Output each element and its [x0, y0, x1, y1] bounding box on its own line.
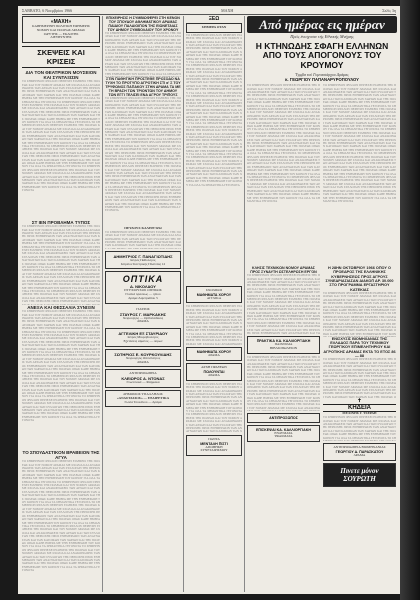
- ad-line: ΣΧΟΛΙΚΟΙ: [205, 287, 223, 292]
- article-body: ΤΟ ΣΗΜΕΡΙΝΟΝ ΦΥΛΛΟΝ ΠΕΡΙΕΧΕΙ ΕΙΔΗΣΕΙΣ ΤΗΣ ΠΟΛΕΩΣ ΚΑΙ ΤΟΥ ΝΟΜΟΥ ΔΡΑΜΑΣ ΜΕ ΣΧΟΛΙΑ ΚΑΙ ΑΝΑΚΟΙΝΩΣΕΙΣ ΤΩΝ ΑΡΧΩΝ ΚΑΙ ΤΩΝ ΣΥΛΛΟΓΩΝ ΤΗΣ ΠΕΡΙΟΧΗΣ ΠΡΟΣ ΕΝΗΜΕΡΩΣΙΝ ΤΩΝ ΑΝΑΓΝΩΣΤΩΝ ΚΑΙ ΤΩΝ ΚΑΤΟΙΚΩΝ ΤΩΝ ΧΩΡΙΩΝ ΚΑΙ ΤΗΣ ΠΟΛΕΩΣ ΟΠΩΣ ΚΑΘΕ ΗΜΕΡΑ ΜΕ ΤΗΝ ΕΝΗΜΕΡΩΣΗ ΤΟΥ ΚΟΙΝΟΥ ΓΙΑ ΟΛΑ ΤΑ ΣΗΜΑΝΤΙΚΑ ΓΕΓΟΝΟΤΑ ΤΟ ΣΗΜΕΡΙΝΟΝ ΦΥΛΛΟΝ ΠΕΡΙΕΧΕΙ ΕΙΔΗΣΕΙΣ ΤΗΣ ΠΟΛΕΩ: [323, 416, 396, 442]
- ad-title: ΠΩΛΟΥΝΤΑΙ: [203, 369, 225, 374]
- ad-line: ΠΤΥΧΙΟΥΧΟΣ ΟΠΤΙΚΟΣ: [124, 288, 162, 293]
- column-4: [247, 16, 397, 592]
- article-body: ΤΟ ΣΗΜΕΡΙΝΟΝ ΦΥΛΛΟΝ ΠΕΡΙΕΧΕΙ ΕΙΔΗΣΕΙΣ ΤΗΣ ΠΟΛΕΩΣ ΚΑΙ ΤΟΥ ΝΟΜΟΥ ΔΡΑΜΑΣ ΜΕ ΣΧΟΛΙΑ ΚΑΙ ΑΝΑΚΟΙΝΩΣΕΙΣ ΤΩΝ ΑΡΧΩΝ ΚΑΙ ΤΩΝ ΣΥΛΛΟΓΩΝ ΤΗΣ ΠΕΡΙΟΧΗΣ ΠΡΟΣ ΕΝΗΜΕΡΩΣΙΝ ΤΩΝ ΑΝΑΓΝΩΣΤΩΝ ΚΑΙ ΤΩΝ ΚΑΤΟΙΚΩΝ ΤΩΝ ΧΩΡΙΩΝ ΚΑΙ ΤΗΣ ΠΟΛΕΩΣ ΟΠΩΣ ΚΑΘΕ ΗΜΕΡΑ ΜΕ ΤΗΝ ΕΝΗΜΕΡΩΣΗ ΤΟΥ ΚΟΙΝΟΥ ΓΙΑ ΟΛΑ ΤΑ ΣΗΜΑΝΤΙΚΑ ΓΕΓΟΝΟΤΑ ΤΟ ΣΗΜΕΡΙΝΟΝ ΦΥΛΛΟΝ ΠΕΡΙΕΧΕΙ ΕΙΔΗΣΕΙΣ ΤΗΣ ΠΟΛΕΩΣ ΚΑΙ ΤΟΥ ΝΟΜΟΥ ΔΡΑΜΑΣ ΜΕ ΣΧΟΛΙΑ ΚΑΙ ΑΝΑΚΟΙΝΩΣΕΙΣ ΤΩΝ ΑΡΧΩΝ ΚΑΙ ΤΩΝ ΣΥΛΛΟΓΩΝ ΤΗΣ ΠΕΡΙΟΧΗΣ ΠΡΟΣ ΕΝΗΜΕΡΩΣΙΝ ΤΩΝ ΑΝΑΓΝΩΣΤΩΝ ΚΑΙ ΤΩΝ ΚΑΤΟΙΚΩΝ ΤΩΝ ΧΩΡΙΩΝ ΚΑΙ ΤΗΣ ΠΟΛΕΩΣ ΟΠΩΣ ΚΑΘΕ ΗΜΕΡΑ ΜΕ ΤΗΝ ΕΝΗΜΕΡΩΣΗ ΤΟΥ ΚΟΙΝΟΥ ΓΙΑ ΟΛΑ ΤΑ ΣΗΜΑΝΤΙΚΑ ΓΕΓΟΝΟΤΑ ΤΟ ΣΗΜΕΡΙΝΟΝ ΦΥΛΛΟΝ ΠΕΡΙΕΧΕΙ ΕΙΔΗΣΕΙΣ ΤΗΣ ΠΟΛΕΩΣ ΚΑΙ ΤΟΥ ΝΟΜΟΥ ΔΡΑΜΑΣ ΜΕ ΣΧΟΛΙΑ ΚΑΙ ΑΝΑΚΟΙΝΩΣΕΙΣ ΤΩΝ ΑΡΧΩΝ ΚΑΙ ΤΩΝ ΣΥΛΛΟΓΩΝ ΤΗΣ ΠΕΡΙΟΧΗΣ ΠΡΟΣ ΕΝΗΜΕΡΩΣΙΝ ΤΩΝ ΑΝΑΓΝΩΣΤΩΝ ΚΑΙ ΤΩΝ ΚΑΤΟΙΚΩΝ ΤΩΝ ΧΩΡΙΩΝ ΚΑΙ ΤΗΣ ΠΟΛΕΩΣ ΟΠΩΣ ΚΑΘΕ ΗΜΕΡΑ ΜΕ ΤΗΝ ΕΝΗΜΕΡΩΣΗ ΤΟΥ ΚΟΙΝΟΥ ΓΙΑ ΟΛΑ ΤΑ ΣΗΜΑΝΤΙΚΑ ΓΕΓΟΝΟΤΑ ΤΟ ΣΗΜΕΡΙΝΟΝ ΦΥΛΛΟΝ ΠΕΡΙΕΧΕΙ ΕΙΔΗΣΕΙΣ ΤΗΣ ΠΟΛΕΩΣ ΚΑΙ ΤΟΥ ΝΟΜΟΥ ΔΡΑΜΑΣ ΜΕ ΣΧΟΛΙΑ ΚΑΙ ΑΝΑΚΟΙΝΩΣΕΙΣ ΤΩΝ ΑΡΧΩΝ ΚΑΙ ΤΩΝ ΣΥΛΛΟΓΩΝ ΤΗΣ ΠΕΡΙΟΧΗΣ ΠΡΟΣ ΕΝΗΜΕΡΩΣΙΝ ΤΩΝ ΑΝΑΓΝΩΣΤΩΝ ΚΑΙ ΤΩΝ ΚΑΤΟΙΚΩΝ ΤΩΝ ΧΩΡΙΩΝ ΚΑΙ ΤΗΣ ΠΟΛΕΩΣ ΟΠΩΣ ΚΑΘΕ ΗΜΕΡΑ ΜΕ ΤΗΝ ΕΝΗΜΕΡΩΣΗ ΤΟΥ ΚΟΙΝΟΥ ΓΙΑ ΟΛΑ ΤΑ ΣΗΜΑΝΤΙΚΑ ΓΕΓΟΝΟΤΑ ΤΟ ΣΗΜΕΡΙΝΟΝ ΦΥΛΛΟΝ ΠΕΡΙΕΧΕΙ ΕΙΔΗΣΕΙΣ ΤΗΣ ΠΟΛΕΩΣ ΚΑΙ ΤΟΥ ΝΟΜΟΥ ΔΡΑΜΑΣ ΜΕ ΣΧΟΛΙΑ ΚΑΙ ΑΝΑΚΟΙΝΩΣΕΙΣ ΤΩΝ ΑΡΧΩΝ ΚΑΙ ΤΩΝ ΣΥΛΛΟΓΩΝ ΤΗΣ ΠΕΡΙΟΧΗΣ ΠΡΟΣ ΕΝΗΜΕΡΩΣΙΝ ΤΩΝ ΑΝΑΓΝΩΣΤΩΝ ΚΑΙ ΤΩΝ ΚΑΤΟΙΚΩΝ ΤΩΝ ΧΩΡΙΩΝ ΚΑΙ ΤΗΣ ΠΟΛΕΩΣ ΟΠΩΣ ΚΑΘΕ ΗΜΕΡΑ ΜΕ ΤΗΝ ΕΝΗΜΕΡΩΣΗ ΤΟΥ ΚΟΙΝΟΥ ΓΙΑ ΟΛΑ ΤΑ ΣΗΜΑΝΤΙΚΑ ΓΕΓΟΝΟΤΑ: [22, 310, 100, 423]
- ad-line: Ιατρείον Κεντρικής Πλατείας 12: [120, 261, 166, 266]
- ad-line: ΔΡΑΜΑ: [137, 359, 149, 364]
- article-headline: ΔΙΑ ΤΟΝ ΘΕΑΤΡΙΚΟΝ ΜΟΥΣΕΙΟΝ ΚΑΙ ΣΥΝΤΑΞΙΣΙΝ: [25, 70, 97, 81]
- advertisement: [186, 363, 242, 381]
- header-date: ΣΑΒΒΑΤΟ, 6 Νοεμβρίου 1966: [22, 8, 73, 13]
- ad-title: ΣΤΑΥΡΟΣ Γ. ΜΑΡΚΑΚΗΣ: [119, 311, 167, 317]
- advertisement: [105, 349, 181, 368]
- article-headline: ΚΛΗΣΙΣ ΤΕΧΝΙΚΩΝ ΝΟΜΟΥ ΔΡΑΜΑΣ ΠΡΟΣ ΣΥΝΑΥΤΗ ΩΣΤΕΛΗΡΩΣΗ ΕΡΓΟΝ: [250, 266, 317, 275]
- page-header: [22, 8, 396, 15]
- advertisement: [186, 286, 242, 304]
- ad-line: Δράμα Λαμπριάδου 5: [128, 295, 158, 300]
- ad-line: ΔΡΑΜΑ: [208, 372, 220, 377]
- article-headline: ΕΝΙΣΧΥΣΙΣ ΒΙΟΜΗΧΑΝΙΑΣ ΤΗΣ ΕΛΛΑΔΟΣ ΠΑΡΑ ΤΟΥ ΤΕΧΝΙΚΟΥ ΓΕΩΡΓΙΚΟΥ ΕΠΙΜΕΛΗΤΗΡΙΟΥ ΚΑΙ ΑΓΡΟΤΙΚΗΣ ΔΡΑΜΑΣ ΕΚΤΑ ΤΟ ΕΤΟΣ 86 — 88: [323, 336, 396, 359]
- column-rule: [183, 16, 184, 592]
- feature-subtitle: Πρός ένισχυσιν τής Εθνικής Μνήμης: [290, 34, 354, 39]
- column-rule: [102, 16, 103, 592]
- ad-line: ΔΡΑΜΑ: [353, 452, 366, 457]
- notice-box: [186, 23, 242, 33]
- lower-right: [323, 266, 396, 489]
- advertisement: [186, 347, 242, 361]
- ad-line: ΑΝΤΙΠΡΟΣΩΠΕΙΑ ΒΙΟΜΗΧΑΝΙΑΣ: [333, 445, 386, 450]
- ad-line: ΑΠΟΘΗΚΗ: [205, 444, 223, 449]
- feature-byline: Ύρμβα τού Γυμνασιάρχου Δράμας: [295, 72, 349, 78]
- ad-title: ΣΩΤΗΡΙΟΣ Ε. ΚΟΥΡΚΟΥΛΙΔΗΣ: [114, 351, 172, 357]
- header-paper-name: ΜΑΧΗ: [221, 8, 234, 13]
- ad-line: ΔΡΑΜΑ: [137, 319, 149, 324]
- lower-left: [247, 266, 320, 489]
- article-body: ΤΟ ΣΗΜΕΡΙΝΟΝ ΦΥΛΛΟΝ ΠΕΡΙΕΧΕΙ ΕΙΔΗΣΕΙΣ ΤΗΣ ΠΟΛΕΩΣ ΚΑΙ ΤΟΥ ΝΟΜΟΥ ΔΡΑΜΑΣ ΜΕ ΣΧΟΛΙΑ ΚΑΙ ΑΝΑΚΟΙΝΩΣΕΙΣ ΤΩΝ ΑΡΧΩΝ ΚΑΙ ΤΩΝ ΣΥΛΛΟΓΩΝ ΤΗΣ ΠΕΡΙΟΧΗΣ ΠΡΟΣ ΕΝΗΜΕΡΩΣΙΝ ΤΩΝ ΑΝΑΓΝΩΣΤΩΝ ΚΑΙ ΤΩΝ ΚΑΤΟΙΚΩΝ ΤΩΝ ΧΩΡΙΩΝ ΚΑΙ ΤΗΣ ΠΟΛΕΩΣ ΟΠΩΣ ΚΑΘΕ ΗΜΕΡΑ ΜΕ ΤΗΝ ΕΝΗΜΕΡΩΣΗ ΤΟΥ ΚΟΙΝΟΥ ΓΙΑ ΟΛΑ ΤΑ ΣΗΜΑΝΤΙΚΑ ΓΕΓΟΝΟΤΑ ΤΟ ΣΗΜΕΡΙΝΟΝ ΦΥΛΛΟΝ ΠΕΡΙΕΧΕΙ ΕΙΔΗΣΕΙΣ ΤΗΣ ΠΟΛΕΩΣ ΚΑΙ ΤΟΥ ΝΟΜΟΥ ΔΡΑΜΑΣ ΜΕ ΣΧΟΛΙΑ ΚΑΙ ΑΝΑΚΟΙΝΩΣΕΙΣ ΤΩΝ ΑΡΧΩΝ ΚΑΙ ΤΩΝ ΣΥΛΛΟΓΩΝ ΤΗΣ ΠΕΡΙΟΧΗΣ ΠΡΟΣ ΕΝΗΜΕΡΩΣΙΝ ΤΩΝ ΑΝΑΓΝΩΣΤΩΝ ΚΑΙ ΤΩΝ ΚΑΤΟΙΚΩΝ ΤΩΝ ΧΩΡΙΩΝ ΚΑΙ ΤΗΣ ΠΟΛΕΩΣ ΟΠΩΣ ΚΑΘΕ ΗΜΕΡΑ ΜΕ ΤΗΝ ΕΝΗΜΕΡΩΣΗ ΤΟΥ ΚΟΙΝΟΥ ΓΙΑ ΟΛΑ ΤΑ ΣΗΜΑΝΤΙΚΑ ΓΕΓΟΝΟΤΑ ΤΟ ΣΗΜΕΡΙΝΟΝ ΦΥΛΛΟΝ ΠΕΡΙΕΧΕΙ ΕΙΔΗΣΕΙΣ ΤΗΣ ΠΟΛΕΩΣ ΚΑΙ ΤΟΥ ΝΟΜΟΥ ΔΡΑΜΑΣ ΜΕ ΣΧΟΛΙΑ ΚΑΙ ΑΝΑΚΟΙΝΩΣΕΙΣ ΤΩΝ ΑΡΧΩΝ ΚΑΙ ΤΩΝ ΣΥΛΛΟΓΩΝ ΤΗΣ ΠΕΡΙΟΧΗΣ ΠΡΟΣ ΕΝΗΜΕΡΩΣΙΝ ΤΩΝ ΑΝΑΓΝΩΣΤΩΝ ΚΑΙ ΤΩΝ ΚΑΤΟΙΚΩΝ ΤΩΝ ΧΩΡΙΩΝ ΚΑΙ ΤΗΣ ΠΟΛΕΩΣ ΟΠΩΣ ΚΑΘΕ ΗΜΕΡΑ ΜΕ ΤΗΝ ΕΝΗΜΕΡΩΣΗ ΤΟΥ ΚΟΙΝΟΥ ΓΙΑ ΟΛΑ ΤΑ ΣΗΜΑΝΤΙΚΑ ΓΕΓΟΝΟΤΑ ΤΟ ΣΗΜΕΡΙΝΟΝ ΦΥΛΛΟΝ ΠΕΡΙΕΧΕΙ ΕΙΔΗΣΕΙΣ ΤΗΣ ΠΟΛΕΩΣ ΚΑΙ ΤΟΥ ΝΟΜΟΥ ΔΡΑΜΑΣ ΜΕ ΣΧΟΛΙΑ ΚΑΙ ΑΝΑΚΟΙΝΩΣΕΙΣ ΤΩΝ ΑΡΧΩΝ ΚΑΙ ΤΩΝ ΣΥΛΛΟΓΩΝ ΤΗΣ ΠΕΡΙΟΧΗΣ ΠΡΟΣ ΕΝΗΜΕΡΩΣΙΝ ΤΩΝ ΑΝΑΓΝΩΣΤΩΝ ΚΑΙ ΤΩΝ ΚΑΤΟΙΚΩΝ ΤΩΝ ΧΩΡΙΩΝ ΚΑΙ ΤΗΣ ΠΟΛΕΩΣ ΟΠΩΣ ΚΑΘΕ ΗΜΕΡΑ ΜΕ ΤΗΝ ΕΝΗΜΕΡΩΣΗ ΤΟΥ ΚΟΙΝΟΥ ΓΙΑ ΟΛΑ ΤΑ ΣΗΜΑΝΤΙΚΑ ΓΕΓΟΝΟΤΑ ΤΟ ΣΗΜΕΡΙΝΟΝ ΦΥΛΛΟΝ ΠΕΡΙΕΧΕΙ ΕΙΔΗΣΕΙΣ ΤΗΣ ΠΟΛΕΩΣ ΚΑΙ ΤΟΥ ΝΟΜΟΥ ΔΡΑΜΑΣ ΜΕ ΣΧΟΛΙΑ ΚΑΙ ΑΝΑΚΟΙΝΩΣΕΙΣ ΤΩΝ ΑΡΧΩΝ ΚΑΙ ΤΩΝ ΣΥΛΛΟΓΩΝ ΤΗΣ ΠΕΡΙΟΧΗΣ ΠΡΟΣ ΕΝΗΜΕΡΩΣΙΝ ΤΩΝ ΑΝΑΓΝΩΣΤΩΝ ΚΑΙ ΤΩΝ ΚΑΤΟΙΚΩΝ ΤΩΝ ΧΩΡΙΩΝ ΚΑΙ ΤΗΣ ΠΟΛΕΩΣ ΟΠΩΣ ΚΑΘΕ ΗΜΕΡΑ ΜΕ ΤΗΝ ΕΝΗΜΕΡΩΣΗ ΤΟΥ ΚΟΙΝΟΥ ΓΙΑ ΟΛΑ ΤΑ ΣΗΜΑΝΤΙΚΑ ΓΕΓΟΝΟΤΑ: [22, 460, 100, 573]
- binding-edge: [400, 0, 420, 600]
- article-body: ΤΟ ΣΗΜΕΡΙΝΟΝ ΦΥΛΛΟΝ ΠΕΡΙΕΧΕΙ ΕΙΔΗΣΕΙΣ ΤΗΣ ΠΟΛΕΩΣ ΚΑΙ ΤΟΥ ΝΟΜΟΥ ΔΡΑΜΑΣ ΜΕ ΣΧΟΛΙΑ ΚΑΙ ΑΝΑΚΟΙΝΩΣΕΙΣ ΤΩΝ ΑΡΧΩΝ ΚΑΙ ΤΩΝ ΣΥΛΛΟΓΩΝ ΤΗΣ ΠΕΡΙΟΧΗΣ ΠΡΟΣ ΕΝΗΜΕΡΩΣΙΝ ΤΩΝ ΑΝΑΓΝΩΣΤΩΝ ΚΑΙ ΤΩΝ ΚΑΤΟΙΚΩΝ ΤΩΝ ΧΩΡΙΩΝ ΚΑΙ ΤΗΣ ΠΟΛΕΩΣ ΟΠΩΣ ΚΑΘΕ ΗΜΕΡΑ ΜΕ ΤΗΝ ΕΝΗΜΕΡΩΣΗ ΤΟΥ ΚΟΙΝΟΥ ΓΙΑ ΟΛΑ ΤΑ ΣΗΜΑΝΤΙΚΑ ΓΕΓΟΝΟΤΑ ΤΟ ΣΗΜΕΡΙΝΟΝ ΦΥΛΛΟΝ ΠΕΡΙΕΧΕΙ ΕΙΔΗΣΕΙΣ ΤΗΣ ΠΟΛΕΩΣ ΚΑΙ ΤΟΥ ΝΟΜΟΥ ΔΡΑΜΑΣ ΜΕ ΣΧΟΛΙΑ ΚΑΙ ΑΝΑΚΟΙΝΩΣΕΙΣ ΤΩΝ ΑΡΧΩΝ ΚΑΙ ΤΩΝ ΣΥΛΛΟΓΩΝ ΤΗΣ ΠΕΡΙΟΧΗΣ ΠΡΟΣ ΕΝΗΜΕΡΩΣΙΝ ΤΩΝ ΑΝΑΓΝΩΣΤΩΝ ΚΑΙ ΤΩΝ ΚΑΤΟΙΚΩΝ ΤΩΝ ΧΩΡΙΩΝ ΚΑΙ ΤΗΣ ΠΟΛΕΩΣ ΟΠΩΣ ΚΑΘΕ ΗΜΕΡΑ ΜΕ ΤΗΝ ΕΝΗΜΕΡΩΣΗ ΤΟΥ ΚΟΙΝΟΥ ΓΙΑ ΟΛΑ ΤΑ ΣΗΜΑΝΤΙΚΑ ΓΕΓΟΝΟΤΑ ΤΟ ΣΗΜΕΡΙΝΟΝ ΦΥΛΛΟΝ ΠΕΡΙΕΧΕΙ ΕΙΔΗΣΕΙΣ ΤΗΣ ΠΟΛΕΩΣ ΚΑΙ ΤΟΥ ΝΟΜΟΥ ΔΡΑΜΑΣ ΜΕ ΣΧΟΛΙΑ ΚΑΙ ΑΝΑΚΟΙΝΩΣΕΙΣ ΤΩΝ ΑΡΧΩΝ ΚΑΙ ΤΩΝ ΣΥΛΛΟΓΩΝ ΤΗΣ ΠΕΡΙΟΧΗΣ ΠΡΟΣ ΕΝΗΜΕΡΩΣΙΝ ΤΩΝ ΑΝΑΓΝΩΣΤΩΝ ΚΑΙ ΤΩΝ ΚΑΤΟΙΚΩΝ ΤΩΝ ΧΩΡΙΩΝ ΚΑΙ ΤΗΣ ΠΟΛΕΩΣ ΟΠΩΣ ΚΑΘΕ ΗΜΕΡΑ ΜΕ ΤΗΝ ΕΝΗΜΕΡΩΣΗ ΤΟΥ ΚΟΙΝΟΥ ΓΙΑ ΟΛΑ ΤΑ ΣΗΜΑΝΤΙΚΑ ΓΕΓΟΝΟΤΑ ΤΟ ΣΗΜΕΡΙΝΟΝ ΦΥΛΛΟΝ ΠΕΡΙΕΧΕΙ ΕΙΔΗΣΕΙΣ ΤΗΣ ΠΟΛΕΩΣ ΚΑΙ ΤΟΥ ΝΟΜΟΥ ΔΡΑΜΑΣ ΜΕ ΣΧΟΛΙΑ ΚΑΙ ΑΝΑΚΟΙΝΩΣΕΙΣ ΤΩΝ ΑΡΧΩΝ ΚΑΙ ΤΩΝ ΣΥΛΛΟΓΩΝ ΤΗΣ ΠΕΡΙΟΧΗΣ ΠΡΟΣ ΕΝΗΜΕΡΩΣΙΝ ΤΩΝ ΑΝΑΓΝΩΣΤΩΝ ΚΑΙ ΤΩΝ ΚΑΤΟΙΚΩΝ ΤΩΝ ΧΩΡΙΩΝ ΚΑΙ ΤΗΣ ΠΟΛΕΩΣ ΟΠΩΣ ΚΑΘΕ ΗΜΕΡΑ ΜΕ ΤΗΝ ΕΝΗΜΕΡΩΣΗ ΤΟΥ ΚΟΙΝΟΥ ΓΙΑ ΟΛΑ ΤΑ ΣΗΜΑΝΤΙΚΑ ΓΕΓΟΝΟΤΑ ΤΟ ΣΗΜΕΡΙΝΟΝ ΦΥΛΛΟΝ ΠΕΡΙΕΧΕΙ ΕΙΔΗΣΕΙΣ ΤΗΣ ΠΟΛΕΩΣ ΚΑΙ ΤΟΥ ΝΟΜΟΥ ΔΡΑΜΑΣ ΜΕ ΣΧΟΛΙΑ ΚΑΙ ΑΝΑΚΟΙΝΩΣΕΙΣ ΤΩΝ ΑΡΧΩΝ ΚΑΙ ΤΩΝ ΣΥΛΛΟΓΩΝ ΤΗΣ ΠΕΡΙΟΧΗΣ ΠΡΟΣ ΕΝΗΜΕΡΩΣΙΝ ΤΩΝ ΑΝΑΓΝΩΣΤΩΝ ΚΑΙ ΤΩΝ ΚΑΤΟΙΚΩΝ ΤΩΝ ΧΩΡΙΩΝ ΚΑΙ ΤΗΣ ΠΟΛΕΩΣ ΟΠΩΣ ΚΑΘΕ ΗΜΕΡΑ ΜΕ ΤΗΝ ΕΝΗΜΕΡΩΣΗ ΤΟΥ ΚΟΙΝΟΥ ΓΙΑ ΟΛΑ ΤΑ ΣΗΜΑΝΤΙΚΑ ΓΕΓΟΝΟΤΑ: [105, 97, 181, 213]
- ad-title: Δ. ΝΙΚΟΛΑΟΥ: [130, 284, 156, 290]
- notice-title: ΣΗΜΕΡΑ ΟΤΑΝ: [201, 25, 227, 29]
- article-body: ΤΟ ΣΗΜΕΡΙΝΟΝ ΦΥΛΛΟΝ ΠΕΡΙΕΧΕΙ ΕΙΔΗΣΕΙΣ ΤΗΣ ΠΟΛΕΩΣ ΚΑΙ ΤΟΥ ΝΟΜΟΥ ΔΡΑΜΑΣ ΜΕ ΣΧΟΛΙΑ ΚΑΙ ΑΝΑΚΟΙΝΩΣΕΙΣ ΤΩΝ ΑΡΧΩΝ ΚΑΙ ΤΩΝ ΣΥΛΛΟΓΩΝ ΤΗΣ ΠΕΡΙΟΧΗΣ ΠΡΟΣ ΕΝΗΜΕΡΩΣΙΝ ΤΩΝ ΑΝΑΓΝΩΣΤΩΝ ΚΑΙ ΤΩΝ ΚΑΤΟΙΚΩΝ ΤΩΝ ΧΩΡΙΩΝ ΚΑΙ ΤΗΣ ΠΟΛΕΩΣ ΟΠΩΣ ΚΑΘΕ ΗΜΕΡΑ ΜΕ ΤΗΝ ΕΝΗΜΕΡΩΣΗ ΤΟΥ ΚΟΙΝΟΥ ΓΙΑ ΟΛΑ ΤΑ ΣΗΜΑΝΤΙΚΑ ΓΕΓΟΝΟΤΑ ΤΟ ΣΗΜΕΡΙΝΟΝ ΦΥΛΛΟΝ ΠΕΡΙΕΧΕΙ ΕΙΔΗΣΕΙΣ ΤΗΣ ΠΟΛΕΩΣ ΚΑΙ ΤΟΥ ΝΟΜΟΥ ΔΡΑΜΑΣ ΜΕ ΣΧΟΛΙΑ ΚΑΙ ΑΝΑΚΟΙΝΩΣΕΙΣ ΤΩΝ ΑΡΧΩΝ ΚΑΙ ΤΩΝ ΣΥΛΛΟΓΩΝ ΤΗΣ ΠΕΡΙΟΧΗΣ ΠΡΟΣ ΕΝΗΜΕΡΩΣΙΝ ΤΩΝ ΑΝΑΓΝΩΣΤΩΝ ΚΑΙ ΤΩΝ ΚΑΤΟΙΚΩΝ ΤΩΝ ΧΩΡΙΩΝ ΚΑΙ ΤΗΣ ΠΟΛΕΩΣ ΟΠΩΣ ΚΑΘΕ ΗΜΕΡΑ ΜΕ ΤΗΝ ΕΝΗΜΕΡΩΣΗ ΤΟΥ ΚΟΙΝΟΥ ΓΙΑ ΟΛΑ ΤΑ ΣΗΜΑΝΤΙΚΑ ΓΕΓΟΝΟΤΑ ΤΟ ΣΗΜΕΡΙΝΟΝ ΦΥΛΛΟΝ ΠΕΡΙΕΧΕΙ ΕΙΔΗΣΕΙΣ ΤΗΣ ΠΟΛΕΩΣ ΚΑΙ ΤΟΥ ΝΟΜΟΥ ΔΡΑΜΑΣ ΜΕ ΣΧΟΛΙΑ ΚΑΙ ΑΝΑΚΟΙΝΩΣΕΙΣ ΤΩΝ ΑΡΧΩΝ ΚΑΙ ΤΩΝ ΣΥΛΛΟΓΩΝ ΤΗΣ ΠΕΡΙΟΧΗΣ ΠΡΟΣ ΕΝΗΜΕΡΩΣΙΝ ΤΩΝ ΑΝΑΓΝΩΣΤΩΝ ΚΑΙ ΤΩ: [247, 274, 320, 335]
- ad-title: ΕΠΙΣΚΕΨΑΙ ΚΑ. ΚΑΛΛΙΟΡΓΙΑΚΗ: [256, 427, 311, 432]
- advertisement: [247, 413, 320, 423]
- article-headline: ΑΝΕΞΑ ΚΑΙ ΘΕΣΣΑΛΙΑ ΣΥΝΙΞΙΝ: [27, 305, 95, 311]
- feature-headline: Η ΚΤΗΝΩΔΗΣ ΣΦΑΓΗ ΕΛΛΗΝΩΝ ΑΠΟ ΤΟΥΣ ΑΠΟΓΟΝΟΥΣ ΤΟΥ ΚΡΟΥΜΟΥ: [255, 40, 389, 70]
- masthead-line: ΙΔΡΥΤΗΣ — ΕΚΔΟΤΗΣ: [43, 31, 79, 36]
- ad-title: ΠΡΑΚΤΙΚΑ ΚΑ. ΚΑΛΛΙΟΡΓΙΑΚΗ: [256, 339, 311, 344]
- article-body: ΤΟ ΣΗΜΕΡΙΝΟΝ ΦΥΛΛΟΝ ΠΕΡΙΕΧΕΙ ΕΙΔΗΣΕΙΣ ΤΗΣ ΠΟΛΕΩΣ ΚΑΙ ΤΟΥ ΝΟΜΟΥ ΔΡΑΜΑΣ ΜΕ ΣΧΟΛΙΑ ΚΑΙ ΑΝΑΚΟΙΝΩΣΕΙΣ ΤΩΝ ΑΡΧΩΝ ΚΑΙ ΤΩΝ ΣΥΛΛΟΓΩΝ ΤΗΣ ΠΕΡΙΟΧΗΣ ΠΡΟΣ ΕΝΗΜΕΡΩΣΙΝ ΤΩΝ ΑΝΑΓΝΩΣΤΩΝ ΚΑΙ ΤΩΝ ΚΑΤΟΙΚΩΝ ΤΩΝ ΧΩΡΙΩΝ ΚΑΙ ΤΗΣ ΠΟΛΕΩΣ ΟΠΩ: [105, 230, 181, 248]
- column-3: [186, 16, 242, 592]
- column-masthead: ΞΕΩ: [208, 16, 220, 22]
- article-headline: ΤΩΝ ΕΓΓΙ ΤΕΛΙΣΕΙ ΕΝΑ ΑΓΡΟΥ ΤΡΙΠΟΥΣ: [108, 93, 178, 97]
- ad-title: ΑΝΤΙΠΡΟΣΩΠΟΣ: [269, 415, 298, 420]
- ad-line: Ιατρός Μικροβιολόγος: [127, 335, 159, 340]
- article-body: ΤΟ ΣΗΜΕΡΙΝΟΝ ΦΥΛΛΟΝ ΠΕΡΙΕΧΕΙ ΕΙΔΗΣΕΙΣ ΤΗΣ ΠΟΛΕΩΣ ΚΑΙ ΤΟΥ ΝΟΜΟΥ ΔΡΑΜΑΣ ΜΕ ΣΧΟΛΙΑ ΚΑΙ ΑΝΑΚΟΙΝΩΣΕΙΣ ΤΩΝ ΑΡΧΩΝ ΚΑΙ ΤΩΝ ΣΥΛΛΟΓΩΝ ΤΗΣ ΠΕΡΙΟΧΗΣ ΠΡΟΣ ΕΝΗΜΕΡΩΣΙΝ ΤΩΝ ΑΝΑΓΝΩΣΤΩΝ ΚΑΙ ΤΩΝ ΚΑΤΟΙΚΩΝ ΤΩΝ ΧΩΡΙΩΝ ΚΑΙ ΤΗΣ ΠΟΛΕΩΣ ΟΠΩΣ ΚΑΘΕ ΗΜΕΡΑ ΜΕ ΤΗΝ ΕΝΗΜΕΡΩΣΗ ΤΟΥ ΚΟΙΝΟΥ ΓΙΑ ΟΛΑ ΤΑ ΣΗΜΑΝΤΙΚΑ ΓΕΓΟΝΟΤΑ ΤΟ ΣΗΜΕΡΙΝΟΝ ΦΥΛΛΟΝ ΠΕΡΙΕΧΕΙ ΕΙΔΗΣΕΙΣ ΤΗΣ ΠΟΛΕΩΣ ΚΑΙ ΤΟΥ ΝΟΜΟΥ ΔΡΑΜΑΣ ΜΕ ΣΧΟΛΙΑ ΚΑΙ ΑΝΑΚΟΙΝΩΣΕΙΣ ΤΩΝ ΑΡΧΩΝ ΚΑΙ ΤΩΝ ΣΥΛΛΟΓΩΝ ΤΗΣ ΠΕΡΙΟΧΗΣ ΠΡΟΣ ΕΝΗΜΕΡΩΣΙΝ ΤΩΝ ΑΝΑΓΝΩΣΤΩΝ ΚΑΙ ΤΩΝ ΚΑΤΟΙΚΩΝ ΤΩΝ ΧΩΡΙΩΝ ΚΑΙ ΤΗΣ ΠΟΛΕΩΣ ΟΠΩΣ ΚΑΘΕ ΗΜΕΡΑ ΜΕ ΤΗΝ ΕΝΗΜΕΡΩΣΗ ΤΟΥ ΚΟΙΝΟΥ ΓΙΑ ΟΛΑ ΤΑ ΣΗΜΑΝΤΙΚΑ ΓΕΓΟΝΟΤΑ ΤΟ ΣΗΜΕΡΙΝΟΝ ΦΥΛΛΟΝ ΠΕΡΙΕΧΕΙ ΕΙΔΗΣΕΙΣ ΤΗΣ ΠΟΛΕΩΣ ΚΑΙ ΤΟΥ ΝΟΜΟΥ ΔΡΑΜΑΣ ΜΕ ΣΧΟΛΙΑ ΚΑΙ ΑΝΑΚΟΙΝΩΣΕΙΣ ΤΩΝ ΑΡΧΩΝ ΚΑΙ ΤΩΝ ΣΥΛΛΟΓΩΝ ΤΗΣ ΠΕΡΙΟΧΗΣ ΠΡΟΣ ΕΝΗΜΕΡΩΣΙΝ ΤΩΝ ΑΝΑΓΝΩΣΤΩΝ ΚΑΙ ΤΩΝ ΚΑΤΟΙΚΩΝ ΤΩΝ ΧΩΡΙΩΝ ΚΑΙ ΤΗΣ ΠΟΛΕΩΣ ΟΠΩΣ ΚΑΘΕ ΗΜΕΡΑ ΜΕ ΤΗΝ ΕΝΗΜΕΡΩΣΗ ΤΟΥ ΚΟΙΝΟΥ ΓΙΑ ΟΛΑ ΤΑ ΣΗΜΑΝΤΙΚΑ ΓΕΓΟΝΟΤΑ ΤΟ ΣΗΜΕΡΙΝΟΝ ΦΥΛΛΟΝ ΠΕΡΙΕΧΕΙ ΕΙΔΗΣΕΙΣ ΤΗΣ ΠΟΛΕΩΣ ΚΑΙ ΤΟΥ ΝΟΜΟΥ ΔΡΑΜΑΣ ΜΕ ΣΧΟΛΙΑ ΚΑΙ ΑΝΑΚΟΙΝΩΣΕΙΣ ΤΩΝ ΑΡΧΩΝ ΚΑΙ ΤΩΝ ΣΥΛΛΟΓΩΝ ΤΗΣ ΠΕΡΙΟΧΗΣ ΠΡΟΣ ΕΝΗΜΕΡΩΣΙΝ ΤΩΝ ΑΝΑΓΝΩΣΤΩΝ ΚΑΙ ΤΩΝ ΚΑΤΟΙΚΩΝ ΤΩΝ ΧΩΡΙΩΝ ΚΑΙ ΤΗΣ ΠΟΛΕΩΣ ΟΠΩΣ ΚΑΘΕ ΗΜΕΡΑ ΜΕ ΤΗΝ ΕΝΗΜΕΡΩΣΗ ΤΟΥ ΚΟΙΝΟΥ ΓΙΑ ΟΛΑ ΤΑ ΣΗΜΑΝΤΙΚΑ ΓΕΓΟΝΟΤΑ ΤΟ ΣΗΜΕΡΙΝΟΝ ΦΥΛΛΟΝ ΠΕΡΙΕΧΕΙ ΕΙΔΗΣΕΙΣ ΤΗΣ ΠΟΛΕΩΣ ΚΑΙ ΤΟΥ ΝΟΜΟΥ ΔΡΑΜΑΣ ΜΕ ΣΧΟΛΙΑ ΚΑΙ ΑΝΑΚΟΙΝΩΣΕΙΣ ΤΩΝ ΑΡΧΩΝ ΚΑΙ ΤΩΝ ΣΥΛΛΟΓΩΝ ΤΗΣ ΠΕΡΙΟΧΗΣ ΠΡΟΣ ΕΝΗΜΕΡΩΣΙΝ ΤΩΝ ΑΝΑΓΝΩΣΤΩΝ ΚΑΙ ΤΩΝ ΚΑΤΟΙΚΩΝ ΤΩΝ ΧΩΡΙΩΝ ΚΑΙ ΤΗΣ ΠΟΛΕΩΣ ΟΠΩΣ ΚΑΘΕ ΗΜΕΡΑ ΜΕ ΤΗΝ ΕΝΗΜΕΡΩΣΗ ΤΟΥ ΚΟΙΝΟΥ ΓΙΑ ΟΛΑ ΤΑ ΣΗΜΑΝΤΙΚΑ ΓΕΓΟΝΟΤΑ: [22, 80, 100, 193]
- ad-line: ΣΥΝΕΤΑΙΡΙΣΜΟΥ: [200, 448, 228, 453]
- ad-line: Γυαλιά όρασεως — ηλίου: [125, 292, 161, 297]
- ad-title: ΔΗΜΗΤΡΙΟΣ Γ. ΠΑΝΑΓΙΩΤΙΔΗΣ: [113, 253, 173, 259]
- funeral-notice-name: ΜΕΛΙΝΗΣ Γ. ΤΣΕΡΑΗ: [342, 411, 377, 416]
- ad-title: ΑΓΓΕΛΙΚΗ ΕΞ ΣΤΑΥΡΙΔΟΥ: [118, 331, 168, 337]
- ad-title: ΜΑΘΗΜΑΤΑ ΧΟΡΟΥ: [196, 350, 232, 355]
- ad-line: ΑΓΓΛΙΚΑ: [206, 295, 222, 300]
- advertisement: [105, 369, 181, 388]
- article-body: ΤΟ ΣΗΜΕΡΙΝΟΝ ΦΥΛΛΟΝ ΠΕΡΙΕΧΕΙ ΕΙΔΗΣΕΙΣ ΤΗΣ ΠΟΛΕΩΣ ΚΑΙ ΤΟΥ ΝΟΜΟΥ ΔΡΑΜΑΣ ΜΕ ΣΧΟΛΙΑ ΚΑΙ ΑΝΑΚΟΙΝΩΣΕΙΣ ΤΩΝ ΑΡΧΩΝ ΚΑΙ ΤΩΝ ΣΥΛΛΟΓΩΝ ΤΗΣ ΠΕΡΙΟΧΗΣ ΠΡΟΣ ΕΝΗΜΕΡΩΣΙΝ ΤΩΝ ΑΝΑΓΝΩΣΤΩΝ ΚΑΙ ΤΩΝ ΚΑΤΟΙΚΩΝ ΤΩΝ ΧΩΡΙΩΝ ΚΑΙ ΤΗΣ ΠΟΛΕΩΣ ΟΠΩΣ ΚΑΘΕ ΗΜΕΡΑ ΜΕ ΤΗΝ ΕΝΗΜΕΡΩΣΗ ΤΟΥ ΚΟΙΝΟΥ ΓΙΑ ΟΛΑ ΤΑ ΣΗΜΑΝΤΙΚΑ ΓΕΓΟΝΟΤΑ ΤΟ ΣΗΜΕΡΙΝΟΝ ΦΥΛΛΟΝ ΠΕΡΙΕΧΕΙ ΕΙΔΗΣΕΙΣ ΤΗΣ ΠΟΛΕΩΣ ΚΑΙ ΤΟΥ ΝΟΜΟΥ ΔΡΑΜΑΣ ΜΕ ΣΧΟΛΙΑ ΚΑΙ ΑΝΑΚΟΙΝΩΣΕΙΣ ΤΩΝ ΑΡΧΩΝ ΚΑΙ ΤΩΝ ΣΥΛΛΟΓΩΝ ΤΗΣ ΠΕΡΙΟΧΗΣ ΠΡΟΣ ΕΝΗΜΕΡΩΣΙΝ ΤΩΝ ΑΝΑΓΝΩΣΤΩΝ ΚΑΙ ΤΩΝ ΚΑΤΟΙΚΩΝ ΤΩΝ ΧΩΡΙΩΝ ΚΑΙ ΤΗΣ ΠΟΛΕΩΣ ΟΠΩΣ ΚΑΘΕ ΗΜΕΡΑ ΜΕ ΤΗΝ ΕΝΗΜΕΡΩΣΗ ΤΟΥ ΚΟΙΝΟΥ ΓΙΑ ΟΛΑ ΤΑ ΣΗΜΑΝΤΙΚΑ ΓΕΓΟΝΟΤΑ ΤΟ ΣΗΜΕΡΙΝΟΝ ΦΥΛΛΟΝ ΠΕΡΙΕΧΕΙ ΕΙΔΗΣΕΙΣ ΤΗΣ ΠΟΛΕΩΣ ΚΑΙ ΤΟΥ ΝΟΜΟΥ ΔΡΑΜΑΣ ΜΕ ΣΧΟΛΙΑ ΚΑΙ ΑΝΑΚΟΙΝΩΣΕΙΣ ΤΩΝ ΑΡΧΩΝ ΚΑΙ ΤΩΝ ΣΥΛΛΟΓΩΝ ΤΗΣ ΠΕΡΙΟΧΗΣ ΠΡΟΣ ΕΝΗΜΕΡΩΣΙΝ ΤΩΝ ΑΝΑΓΝΩΣΤΩΝ ΚΑΙ ΤΩΝ ΚΑΤΟΙΚΩΝ ΤΩΝ ΧΩΡΙΩΝ ΚΑΙ ΤΗΣ ΠΟΛΕΩΣ ΟΠΩΣ ΚΑΘΕ ΗΜΕΡΑ ΜΕ ΤΗΝ ΕΝΗΜΕΡΩΣΗ ΤΟΥ ΚΟΙΝΟΥ ΓΙΑ ΟΛΑ ΤΑ ΣΗΜΑΝΤΙΚΑ ΓΕΓΟΝΟΤΑ ΤΟ ΣΗΜΕΡΙΝΟΝ ΦΥΛΛΟΝ ΠΕΡΙΕΧΕΙ ΕΙΔΗΣΕΙΣ ΤΗΣ ΠΟΛΕΩΣ ΚΑΙ ΤΟΥ ΝΟΜΟΥ ΔΡΑΜΑΣ ΜΕ ΣΧΟΛΙΑ ΚΑΙ ΑΝΑΚΟΙΝΩΣΕΙΣ ΤΩΝ ΑΡΧΩΝ ΚΑΙ ΤΩΝ ΣΥΛΛΟΓΩΝ ΤΗΣ ΠΕΡΙΟΧΗΣ ΠΡΟΣ ΕΝΗΜΕΡΩΣΙΝ ΤΩΝ ΑΝΑΓΝΩΣΤΩΝ ΚΑΙ ΤΩΝ ΚΑΤΟΙΚΩΝ ΤΩΝ ΧΩΡΙΩΝ ΚΑΙ ΤΗΣ ΠΟΛΕ: [22, 225, 100, 306]
- ad-line: ΥΦΑΣΜΑΤΑ: [274, 434, 293, 439]
- advertisement: [186, 435, 242, 456]
- funeral-notice-title: ΚΗΔΕΙΑ: [323, 404, 396, 412]
- advertisement: [105, 328, 181, 347]
- ad-line: Γωνία Τσοκάνου — Δράμα: [124, 399, 162, 404]
- masthead-line: ΝΟΜΟΥ ΚΑΙ ΠΟΛΕΩΣ ΔΡΑΜΑΣ: [36, 27, 86, 32]
- feature-body-columns: [247, 84, 397, 264]
- ad-line: ΠΑΝΤΑ: [208, 436, 220, 441]
- article-body: ΤΟ ΣΗΜΕΡΙΝΟΝ ΦΥΛΛΟΝ ΠΕΡΙΕΧΕΙ ΕΙΔΗΣΕΙΣ ΤΗΣ ΠΟΛΕΩΣ ΚΑΙ ΤΟΥ ΝΟΜΟΥ ΔΡΑΜΑΣ ΜΕ ΣΧΟΛΙΑ ΚΑΙ ΑΝΑΚΟΙΝΩΣΕΙΣ ΤΩΝ ΑΡΧΩΝ ΚΑΙ ΤΩΝ ΣΥΛΛΟΓΩΝ ΤΗΣ ΠΕΡΙΟΧΗΣ ΠΡΟΣ ΕΝΗΜΕΡΩΣΙΝ ΤΩΝ ΑΝΑΓΝΩΣΤΩΝ ΚΑΙ ΤΩΝ ΚΑΤΟΙΚΩΝ ΤΩΝ ΧΩΡΙΩΝ ΚΑΙ ΤΗΣ ΠΟΛΕΩΣ ΟΠΩΣ ΚΑΘΕ ΗΜΕΡΑ ΜΕ ΤΗΝ ΕΝΗΜΕΡΩΣΗ ΤΟΥ ΚΟΙΝΟΥ ΓΙΑ ΟΛΑ ΤΑ ΣΗΜΑΝΤΙΚΑ ΓΕΓΟΝΟΤΑ ΤΟ ΣΗΜΕΡΙΝΟΝ ΦΥΛΛΟΝ ΠΕΡΙΕΧΕΙ ΕΙΔΗΣΕΙΣ ΤΗΣ ΠΟΛΕΩΣ ΚΑΙ ΤΟΥ ΝΟΜΟΥ ΔΡΑΜΑΣ ΜΕ ΣΧΟΛΙΑ ΚΑΙ ΑΝΑΚΟΙΝΩΣΕΙΣ ΤΩΝ ΑΡΧΩΝ ΚΑΙ ΤΩΝ ΣΥΛΛΟΓΩΝ ΤΗΣ ΠΕΡΙΟΧΗΣ ΠΡΟΣ ΕΝΗΜΕΡΩΣΙΝ ΤΩΝ ΑΝΑΓΝΩΣΤΩΝ ΚΑΙ ΤΩΝ ΚΑΤΟΙΚΩΝ ΤΩΝ ΧΩΡΙΩΝ ΚΑΙ ΤΗΣ ΠΟΛΕΩΣ ΟΠΩΣ ΚΑΘΕ ΗΜΕΡΑ ΜΕ ΤΗΝ ΕΝΗΜΕΡΩΣΗ ΤΟΥ ΚΟΙΝΟΥ ΓΙΑ ΟΛΑ ΤΑ ΣΗΜΑΝΤΙΚΑ ΓΕΓΟΝΟΤΑ ΤΟ ΣΗΜΕΡΙΝΟΝ ΦΥΛΛΟΝ ΠΕΡΙΕΧΕΙ ΕΙΔΗΣΕΙΣ ΤΗΣ ΠΟΛΕΩΣ ΚΑΙ ΤΟΥ ΝΟΜΟΥ ΔΡΑΜΑΣ ΜΕ ΣΧΟΛΙΑ ΚΑΙ ΑΝΑΚΟΙΝΩΣΕΙΣ ΤΩΝ ΑΡΧΩΝ ΚΑΙ ΤΩΝ ΣΥΛΛΟΓΩΝ ΤΗΣ ΠΕΡΙΟΧΗΣ ΠΡΟΣ ΕΝΗΜΕΡΩΣΙΝ ΤΩΝ ΑΝΑΓΝΩΣΤΩΝ ΚΑΙ ΤΩΝ ΚΑΤΟΙΚΩΝ ΤΩΝ ΧΩΡΙΩΝ ΚΑΙ ΤΗΣ ΠΟΛΕΩΣ ΟΠΩΣ ΚΑΘΕ ΗΜΕΡΑ ΜΕ ΤΗΝ ΕΝΗΜΕΡΩΣΗ ΤΟΥ ΚΟΙΝΟΥ ΓΙΑ ΟΛΑ ΤΑ ΣΗΜΑΝΤΙΚΑ ΓΕΓΟΝΟΤΑ ΤΟ ΣΗΜΕΡΙΝΟΝ ΦΥΛΛΟΝ ΠΕΡΙΕΧΕΙ ΕΙΔΗΣΕΙΣ ΤΗΣ ΠΟΛΕΩΣ ΚΑΙ ΤΟΥ ΝΟΜΟΥ ΔΡΑΜΑΣ ΜΕ ΣΧΟΛΙΑ ΚΑΙ ΑΝΑΚΟΙΝΩΣΕΙΣ ΤΩΝ ΑΡΧΩΝ ΚΑΙ ΤΩΝ ΣΥΛΛΟΓΩΝ ΤΗΣ ΠΕΡΙΟΧΗΣ ΠΡΟΣ ΕΝΗΜΕΡΩΣΙΝ ΤΩΝ ΑΝΑΓΝΩΣΤΩΝ ΚΑΙ ΤΩΝ ΚΑΤΟΙΚΩΝ ΤΩΝ ΧΩΡΙΩΝ ΚΑΙ ΤΗΣ ΠΟΛΕΩΣ ΟΠΩΣ ΚΑΘΕ ΗΜΕΡΑ ΜΕ ΤΗΝ ΕΝΗΜΕΡΩΣΗ ΤΟΥ ΚΟΙΝΟΥ ΓΙΑ ΟΛΑ ΤΑ ΣΗΜΑΝΤΙΚΑ ΓΕΓΟΝΟΤΑ ΤΟ ΣΗΜΕΡΙΝΟΝ ΦΥΛΛΟΝ ΠΕΡΙΕΧΕΙ ΕΙΔΗΣΕΙΣ ΤΗΣ ΠΟΛΕΩΣ ΚΑΙ ΤΟΥ ΝΟΜΟΥ ΔΡΑΜΑΣ ΜΕ ΣΧΟΛΙΑ ΚΑΙ ΑΝΑΚΟΙΝΩΣΕΙΣ ΤΩΝ ΑΡΧΩΝ ΚΑΙ ΤΩΝ ΣΥΛΛΟΓΩΝ ΤΗΣ ΠΕΡΙΟΧΗΣ ΠΡΟΣ ΕΝΗΜΕΡΩΣΙΝ ΤΩΝ ΑΝΑΓΝΩΣΤΩΝ ΚΑΙ ΤΩΝ ΚΑΤΟΙΚΩΝ ΤΩΝ ΧΩΡΙΩΝ ΚΑΙ ΤΗΣ ΠΟΛΕΩΣ ΟΠΩΣ ΚΑΘΕ ΗΜΕΡΑ ΜΕ ΤΗΝ ΕΝΗΜΕΡΩΣΗ ΤΟΥ ΚΟΙΝΟΥ ΓΙΑ ΟΛΑ ΤΑ ΣΗΜΑΝΤΙΚΑ ΓΕΓΟΝΟΤΑ: [323, 84, 396, 203]
- article-signature: ΠΕΥΛΟΥΣ ΚΑΛΕΡΓΙΖΩ: [124, 226, 162, 230]
- ad-line: Χειρουργός Οδοντίατρος: [125, 355, 161, 360]
- column-rule: [244, 16, 245, 592]
- feature-banner: Από ημέρας εις ημέραν: [247, 16, 397, 33]
- masthead-title: «ΜΑΧΗ»: [50, 19, 72, 25]
- advertisement: [105, 251, 181, 270]
- ad-line: «ΑΝΑΣΤΑΣΙΟΣ» — ΕΞΑΙΡΕΤΙΚΑ: [116, 395, 170, 400]
- ad-line: ΔΡΑΜΑ: [208, 353, 220, 358]
- masthead-line: ΚΑΘΗΜΕΡΙΝΗ ΠΟΛΙΤΙΚΗ ΕΦΗΜΕΡΙΣ: [32, 24, 90, 28]
- section-title: ΣΚΕΨΕΙΣ ΚΑΙ ΚΡΙΣΕΙΣ: [22, 46, 100, 68]
- article-headline: ΣΤ ΙΕΝ ΠΡΟΒΛΗΜΑ ΤΥΠΟΣ: [31, 220, 91, 226]
- article-headline: ΣΤΙΝ ΠΑΘΗΤΙΚΗ ΠΡΟΣΤΕΘΕ ΠΡΟΣΟΔΟ ΝΑ ΤΥΧΗ ΤΟ ΠΡΟΤΥΠΟ ΑΓΡΟΤΙΚΗ ΣΤΙ α' Σ ΤΟΥ ΤΡΥΦΩΝΟΣ ΠΑΠΑΚΟΥ ΣΤΗΝ ΔΡΑΜΑ ΤΑ ΜΕ ΤΗ ΒΡΑΣΗ ΤΩΝ ΤΡΙΟΝΤΩΝ ΤΟΥ ΔΗΜΟΥ: [105, 77, 181, 93]
- article-body: ΤΟ ΣΗΜΕΡΙΝΟΝ ΦΥΛΛΟΝ ΠΕΡΙΕΧΕΙ ΕΙΔΗΣΕΙΣ ΤΗΣ ΠΟΛΕΩΣ ΚΑΙ ΤΟΥ ΝΟΜΟΥ ΔΡΑΜΑΣ ΜΕ ΣΧΟΛΙΑ ΚΑΙ ΑΝΑΚΟΙΝΩΣΕΙΣ ΤΩΝ ΑΡΧΩΝ ΚΑΙ ΤΩΝ ΣΥΛΛΟΓΩΝ ΤΗΣ ΠΕΡΙΟΧΗΣ ΠΡΟΣ ΕΝΗΜΕΡΩΣΙΝ ΤΩΝ ΑΝΑΓΝΩΣΤΩΝ ΚΑΙ ΤΩΝ ΚΑΤΟΙΚΩΝ ΤΩΝ ΧΩΡΙΩΝ ΚΑΙ ΤΗΣ ΠΟΛΕΩΣ ΟΠΩΣ ΚΑΘΕ ΗΜΕΡΑ ΜΕ ΤΗΝ ΕΝΗΜΕΡΩΣΗ ΤΟΥ ΚΟΙΝΟΥ ΓΙΑ ΟΛΑ ΤΑ ΣΗΜΑΝΤΙΚΑ ΓΕΓΟΝΟΤΑ ΤΟ ΣΗΜΕΡΙΝΟΝ ΦΥΛΛΟΝ ΠΕΡΙΕΧΕΙ ΕΙΔΗΣΕΙΣ ΤΗΣ ΠΟΛΕΩΣ ΚΑΙ ΤΟΥ ΝΟΜΟΥ ΔΡΑΜΑΣ ΜΕ ΣΧΟΛΙΑ ΚΑΙ ΑΝΑΚΟΙΝΩΣΕΙΣ ΤΩΝ ΑΡΧΩΝ ΚΑΙ ΤΩΝ ΣΥΛΛΟΓΩΝ ΤΗΣ ΠΕΡΙΟΧΗΣ ΠΡΟΣ ΕΝΗΜΕΡΩΣΙΝ ΤΩΝ ΑΝΑΓΝΩΣΤΩΝ ΚΑΙ ΤΩΝ ΚΑΤΟΙΚΩΝ ΤΩΝ ΧΩΡΙΩΝ ΚΑΙ ΤΗΣ ΠΟΛΕΩΣ ΟΠΩΣ ΚΑΘΕ ΗΜΕΡΑ ΜΕ ΤΗΝ ΕΝΗΜΕΡΩΣΗ ΤΟΥ ΚΟΙΝΟΥ ΓΙΑ ΟΛΑ ΤΑ ΣΗΜΑΝΤΙΚΑ ΓΕΓΟΝΟΤΑ ΤΟ ΣΗΜΕΡΙΝΟΝ ΦΥΛΛΟΝ ΠΕΡΙΕΧΕΙ ΕΙΔΗΣΕΙΣ ΤΗΣ ΠΟΛΕΩΣ ΚΑΙ ΤΟΥ ΝΟΜΟΥ ΔΡΑΜΑΣ ΜΕ ΣΧΟΛΙΑ ΚΑΙ ΑΝΑΚΟΙΝΩΣΕΙΣ ΤΩΝ ΑΡΧΩΝ ΚΑΙ ΤΩΝ ΣΥΛΛΟΓΩΝ ΤΗΣ ΠΕΡΙΟΧΗΣ ΠΡΟΣ ΕΝΗΜΕΡΩΣΙΝ ΤΩΝ ΑΝΑΓΝΩΣΤΩΝ ΚΑΙ ΤΩΝ ΚΑΤΟΙΚΩΝ ΤΩΝ ΧΩΡΙΩΝ ΚΑΙ ΤΗΣ ΠΟΛΕΩΣ ΟΠΩΣ ΚΑΘΕ ΗΜΕΡΑ ΜΕ ΤΗΝ ΕΝΗΜΕΡΩΣΗ ΤΟΥ ΚΟΙΝΟΥ ΓΙΑ ΟΛΑ ΤΑ ΣΗΜΑΝΤΙΚΑ ΓΕΓΟΝΟΤΑ ΤΟ ΣΗΜΕΡΙΝΟΝ ΦΥΛΛΟΝ ΠΕΡΙΕΧΕΙ ΕΙΔΗΣΕΙΣ ΤΗΣ ΠΟΛΕΩΣ ΚΑΙ ΤΟΥ ΝΟΜΟΥ ΔΡΑΜΑΣ ΜΕ ΣΧΟΛΙΑ ΚΑΙ ΑΝΑΚΟΙΝΩΣΕΙΣ ΤΩΝ ΑΡΧΩΝ ΚΑΙ ΤΩΝ ΣΥΛΛΟΓΩΝ ΤΗΣ ΠΕΡΙΟΧΗΣ ΠΡΟΣ ΕΝΗΜΕΡΩΣΙΝ ΤΩΝ ΑΝΑΓΝΩΣΤΩΝ ΚΑΙ ΤΩΝ ΚΑΤΟΙΚΩΝ ΤΩΝ ΧΩΡΙΩΝ ΚΑΙ ΤΗΣ ΠΟΛΕΩΣ ΟΠΩΣ ΚΑΘΕ ΗΜΕΡΑ ΜΕ ΤΗΝ ΕΝΗΜΕΡΩΣΗ ΤΟΥ ΚΟΙΝΟΥ ΓΙΑ ΟΛΑ ΤΑ ΣΗΜΑΝΤΙΚΑ ΓΕΓΟΝΟΤΑ ΤΟ ΣΗΜΕΡΙΝΟΝ ΦΥΛΛΟΝ ΠΕΡΙΕΧΕΙ ΕΙΔΗΣΕΙΣ ΤΗΣ ΠΟΛΕΩΣ ΚΑΙ ΤΟΥ ΝΟΜΟΥ ΔΡΑΜΑΣ ΜΕ ΣΧΟΛΙΑ ΚΑΙ ΑΝΑΚΟΙΝΩΣΕΙΣ ΤΩΝ ΑΡΧΩΝ ΚΑΙ ΤΩΝ ΣΥΛΛΟΓΩΝ ΤΗΣ ΠΕΡΙΟΧΗΣ ΠΡΟΣ ΕΝΗΜΕΡΩΣΙΝ ΤΩΝ ΑΝΑΓΝΩΣΤΩΝ ΚΑΙ ΤΩΝ ΚΑΤΟΙΚΩΝ ΤΩΝ ΧΩΡΙΩΝ ΚΑΙ ΤΗΣ ΠΟΛΕΩΣ ΟΠΩΣ ΚΑΘΕ ΗΜΕΡΑ ΜΕ ΤΗΝ ΕΝΗΜΕΡΩΣΗ ΤΟΥ ΚΟΙΝΟΥ ΓΙΑ ΟΛΑ ΤΑ ΣΗΜΑΝΤΙΚΑ ΓΕΓΟΝΟΤΑ: [247, 84, 320, 203]
- ad-line: ΑΡΧΗ ΠΡΑΞΕΩΝ: [201, 365, 227, 370]
- ad-line: ΔΗΜΟΣΙΟΣ ΥΠΑΛΛΗΛΟΣ: [123, 391, 163, 396]
- article-body: ΤΟ ΣΗΜΕΡΙΝΟΝ ΦΥΛΛΟΝ ΠΕΡΙΕΧΕΙ ΕΙΔΗΣΕΙΣ ΤΗΣ ΠΟΛΕΩΣ ΚΑΙ ΤΟΥ ΝΟΜΟΥ ΔΡΑΜΑΣ ΜΕ ΣΧΟΛΙΑ ΚΑΙ ΑΝΑΚΟΙΝΩΣΕΙΣ ΤΩΝ ΑΡΧΩΝ ΚΑΙ ΤΩΝ ΣΥΛΛΟΓΩΝ ΤΗΣ ΠΕΡΙΟΧΗΣ ΠΡΟΣ ΕΝΗΜΕΡΩΣΙΝ ΤΩΝ ΑΝΑΓΝΩΣΤΩΝ ΚΑΙ ΤΩΝ ΚΑΤΟΙΚΩΝ ΤΩΝ ΧΩΡΙΩΝ ΚΑΙ ΤΗΣ ΠΟΛΕΩΣ ΟΠΩΣ ΚΑΘΕ ΗΜΕΡΑ ΜΕ ΤΗΝ ΕΝΗΜΕΡΩΣΗ ΤΟΥ ΚΟΙΝΟΥ ΓΙΑ ΟΛΑ ΤΑ ΣΗΜΑΝΤΙΚΑ ΓΕΓΟΝΟΤΑ ΤΟ ΣΗΜΕΡΙΝΟΝ ΦΥΛΛΟΝ ΠΕΡΙΕΧΕΙ ΕΙΔΗΣΕΙΣ ΤΗΣ ΠΟΛΕΩΣ ΚΑΙ ΤΟΥ ΝΟΜΟΥ ΔΡΑΜΑΣ ΜΕ ΣΧΟΛΙΑ ΚΑΙ ΑΝΑΚΟΙΝΩΣΕΙ: [186, 305, 242, 346]
- article-body: ΤΟ ΣΗΜΕΡΙΝΟΝ ΦΥΛΛΟΝ ΠΕΡΙΕΧΕΙ ΕΙΔΗΣΕΙΣ ΤΗΣ ΠΟΛΕΩΣ ΚΑΙ ΤΟΥ ΝΟΜΟΥ ΔΡΑΜΑΣ ΜΕ ΣΧΟΛΙΑ ΚΑΙ ΑΝΑΚΟΙΝΩΣΕΙΣ ΤΩΝ ΑΡΧΩΝ ΚΑΙ ΤΩΝ ΣΥΛΛΟΓΩΝ ΤΗΣ ΠΕΡΙΟΧΗΣ ΠΡΟΣ ΕΝΗΜΕΡΩΣΙΝ ΤΩΝ ΑΝΑΓΝΩΣΤΩΝ ΚΑΙ ΤΩΝ ΚΑΤΟΙΚΩΝ ΤΩΝ ΧΩΡΙΩΝ ΚΑΙ ΤΗΣ ΠΟΛΕΩΣ ΟΠΩΣ ΚΑΘΕ ΗΜΕΡΑ ΜΕ ΤΗΝ ΕΝΗΜΕΡΩΣΗ ΤΟΥ ΚΟΙΝΟΥ ΓΙΑ ΟΛΑ ΤΑ ΣΗΜΑΝΤΙΚΑ ΓΕΓΟΝΟΤΑ ΤΟ ΣΗΜΕΡΙΝΟΝ ΦΥΛΛΟΝ ΠΕΡΙΕΧΕΙ ΕΙΔΗΣΕΙΣ ΤΗΣ ΠΟΛΕΩΣ ΚΑΙ ΤΟΥ ΝΟΜΟΥ ΔΡΑΜΑΣ ΜΕ ΣΧΟΛΙΑ ΚΑΙ ΑΝΑΚΟΙΝΩΣΕΙΣ ΤΩΝ ΑΡΧΩΝ ΚΑΙ ΤΩΝ ΣΥΛΛΟΓΩΝ ΤΗΣ ΠΕΡΙΟΧΗΣ ΠΡΟΣ ΕΝΗΜΕΡΩΣΙΝ ΤΩΝ ΑΝΑΓΝΩΣΤΩΝ ΚΑΙ ΤΩΝ ΚΑΤΟΙΚΩΝ ΤΩΝ ΧΩΡΙΩΝ ΚΑΙ ΤΗΣ ΠΟΛΕΩΣ Ο: [323, 358, 396, 399]
- feature-byline-name: κ. ΓΕΩΡΓΙΟΥ ΠΑΠΑΝΑΡΥΡΟΠΟΥΛΟΥ: [285, 77, 359, 83]
- header-page-number: Σελίς 3η: [382, 8, 396, 13]
- advertisement: [323, 443, 396, 461]
- advertisement: [247, 336, 320, 354]
- ad-line: ΒΙΒΛΙΟΠΩΛΕΙΟΝ: [269, 345, 298, 350]
- article-body: ΤΟ ΣΗΜΕΡΙΝΟΝ ΦΥΛΛΟΝ ΠΕΡΙΕΧΕΙ ΕΙΔΗΣΕΙΣ ΤΗΣ ΠΟΛΕΩΣ ΚΑΙ ΤΟΥ ΝΟΜΟΥ ΔΡΑΜΑΣ ΜΕ ΣΧΟΛΙΑ ΚΑΙ ΑΝΑΚΟΙΝΩΣΕΙΣ ΤΩΝ ΑΡΧΩΝ ΚΑΙ ΤΩΝ ΣΥΛΛΟΓΩΝ ΤΗΣ ΠΕΡΙΟΧΗΣ ΠΡΟΣ ΕΝΗΜΕΡΩΣΙΝ ΤΩΝ ΑΝΑΓΝΩΣΤΩΝ ΚΑΙ ΤΩΝ ΚΑΤΟΙΚΩΝ ΤΩΝ ΧΩΡΙΩΝ ΚΑΙ ΤΗΣ ΠΟΛΕΩΣ ΟΠΩΣ ΚΑΘΕ ΗΜΕΡΑ ΜΕ ΤΗΝ ΕΝΗΜΕΡΩΣΗ ΤΟΥ ΚΟΙΝΟΥ ΓΙΑ ΟΛΑ ΤΑ ΣΗΜΑΝΤΙΚΑ ΓΕΓΟΝΟΤΑ ΤΟ ΣΗΜΕΡΙΝΟΝ ΦΥΛΛΟΝ ΠΕΡΙΕΧΕΙ ΕΙΔΗΣΕΙΣ ΤΗΣ ΠΟΛΕΩΣ ΚΑΙ ΤΟΥ ΝΟΜΟΥ ΔΡΑΜΑΣ ΜΕ ΣΧΟΛΙΑ ΚΑΙ ΑΝΑΚΟΙΝΩΣΕΙΣ ΤΩΝ ΑΡΧΩΝ ΚΑΙ ΤΩΝ ΣΥΛΛΟΓΩΝ ΤΗΣ ΠΕΡΙΟΧΗΣ ΠΡΟΣ ΕΝΗΜΕΡΩΣΙΝ ΤΩΝ ΑΝΑΓΝΩΣΤΩΝ ΚΑΙ ΤΩΝ ΚΑΤΟΙΚΩΝ ΤΩΝ ΧΩΡΙΩΝ ΚΑΙ ΤΗΣ ΠΟΛΕΩΣ ΟΠΩΣ ΚΑΘΕ ΗΜΕΡΑ ΜΕ ΤΗΝ ΕΝΗΜΕΡΩΣΗ ΤΟΥ ΚΟΙΝ: [323, 291, 396, 336]
- ad-title-optika: ΟΠΤΙΚΑ: [122, 274, 164, 285]
- article-headline: ΕΠΙΧΕΙΡΗΣΙΣ Η ΣΥΜΒΙΩΦΕΡΕΙ ΣΤΗ ΚΕΝΟΝ ΤΟΥ ΣΠΟΥΔΟΥ ΑΘΛΗΜΑΤΙΚΟΥ ΔΡΑΜΑΣ ΠΑΙΔΙΟΥ ΠΑΛΑΙΟΙΠΟΝ ΤΗΣ ΕΙΩΝΕΤΑΙΑΣ ΤΟΥ ΔΗΜΟΥ ΣΥΜΒΟΛΑΙΟΥ ΤΟΥ ΧΡΟΝΟΥ: [106, 16, 180, 32]
- article-body: ΤΟ ΣΗΜΕΡΙΝΟΝ ΦΥΛΛΟΝ ΠΕΡΙΕΧΕΙ ΕΙΔΗΣΕΙΣ ΤΗΣ ΠΟΛΕΩΣ ΚΑΙ ΤΟΥ ΝΟΜΟΥ ΔΡΑΜΑΣ ΜΕ ΣΧΟΛΙΑ ΚΑΙ ΑΝΑΚΟΙΝΩΣΕΙΣ ΤΩΝ ΑΡΧΩΝ ΚΑΙ ΤΩΝ ΣΥΛΛΟΓΩΝ ΤΗΣ ΠΕΡΙΟΧΗΣ ΠΡΟΣ ΕΝΗΜΕΡΩΣΙΝ ΤΩΝ ΑΝΑΓΝΩΣΤΩΝ ΚΑΙ ΤΩΝ ΚΑΤΟΙΚΩΝ ΤΩΝ ΧΩΡΙΩΝ ΚΑΙ ΤΗΣ ΠΟΛΕΩΣ ΟΠΩΣ ΚΑΘΕ ΗΜΕΡΑ ΜΕ ΤΗΝ ΕΝΗΜΕΡΩΣΗ ΤΟΥ ΚΟΙΝΟΥ ΓΙΑ ΟΛΑ ΤΑ ΣΗΜΑΝΤΙΚΑ ΓΕΓΟΝΟΤΑ ΤΟ ΣΗΜΕΡΙΝΟΝ ΦΥΛΛΟΝ ΠΕΡΙΕΧΕΙ ΕΙΔΗΣΕΙΣ ΤΗΣ ΠΟΛΕΩΣ ΚΑΙ ΤΟΥ ΝΟΜΟΥ ΔΡΑΜΑΣ ΜΕ ΣΧΟΛΙΑ ΚΑΙ ΑΝΑΚΟΙΝΩΣΕΙΣ ΤΩΝ ΑΡΧΩΝ ΚΑΙ ΤΩΝ ΣΥΛΛΟΓΩΝ ΤΗΣ ΠΕΡΙΟΧΗΣ ΠΡΟΣ ΕΝΗΜΕΡΩΣΙΝ ΤΩΝ ΑΝΑΓΝΩΣΤΩΝ ΚΑΙ ΤΩΝ ΚΑΤΟΙΚΩΝ ΤΩΝ ΧΩΡΙΩΝ ΚΑΙ ΤΗΣ ΠΟΛΕΩΣ ΟΠΩΣ ΚΑΘΕ ΗΜΕΡΑ ΜΕ ΤΗΝ ΕΝΗΜΕΡΩΣΗ ΤΟΥ ΚΟΙΝΟΥ ΓΙΑ ΟΛΑ ΤΑ ΣΗΜΑΝΤΙΚΑ ΓΕΓΟΝΟΤΑ ΤΟ ΣΗΜΕΡΙΝΟΝ ΦΥΛΛΟΝ ΠΕΡΙΕΧΕΙ ΕΙΔΗΣΕΙΣ ΤΗΣ ΠΟΛΕΩΣ ΚΑΙ ΤΟΥ ΝΟΜΟΥ ΔΡΑΜΑΣ ΜΕ ΣΧΟΛΙΑ ΚΑΙ ΑΝΑΚΟΙΝΩ: [247, 355, 320, 410]
- ad-line: Χειρουργός — Ορθοπαιδικός: [122, 315, 164, 320]
- column-1: [22, 16, 100, 592]
- ad-title: ΚΛΕΙΩΡΟΣ Α. ΝΤΟΝΑΣ: [121, 376, 165, 382]
- ad-line: ΑΝΤΙΠΡΟΣΩΠΕΙΑ: [129, 371, 157, 376]
- cross-icon: ✝: [357, 399, 362, 405]
- ad-title: ΓΕΩΡΓΙΟΥ Δ. ΠΑΡΑΣΚΑΤΟΥ: [335, 449, 384, 454]
- article-headline: ΤΟ ΣΠΟΥΔΑΣΤΙΚΟΝ ΒΡΑΒΕΙΟΝ ΤΗΣ ΑΓΥΑ: [22, 450, 100, 461]
- ad-title: ΜΕΝΤΑΛΗ ΠΙΣΤΙ: [200, 441, 228, 446]
- newspaper-page: [18, 6, 400, 594]
- masthead-box: [22, 16, 100, 43]
- article-body: ΤΟ ΣΗΜΕΡΙΝΟΝ ΦΥΛΛΟΝ ΠΕΡΙΕΧΕΙ ΕΙΔΗΣΕΙΣ ΤΗΣ ΠΟΛΕΩΣ ΚΑΙ ΤΟΥ ΝΟΜΟΥ ΔΡΑΜΑΣ ΜΕ ΣΧΟΛΙΑ ΚΑΙ ΑΝΑΚΟΙΝΩΣΕΙΣ ΤΩΝ ΑΡΧΩΝ ΚΑΙ ΤΩΝ ΣΥΛΛΟΓΩΝ ΤΗΣ ΠΕΡΙΟΧΗΣ ΠΡΟΣ ΕΝΗΜΕΡΩΣΙΝ ΤΩΝ ΑΝΑΓΝΩΣΤΩΝ ΚΑΙ ΤΩΝ ΚΑΤΟΙΚΩΝ ΤΩΝ ΧΩΡΙΩΝ ΚΑΙ ΤΗΣ ΠΟΛΕΩΣ ΟΠΩΣ ΚΑΘΕ ΗΜΕΡΑ ΜΕ ΤΗΝ ΕΝΗΜΕΡΩΣΗ ΤΟΥ ΚΟΙΝΟΥ ΓΙΑ ΟΛΑ ΤΑ ΣΗΜΑΝΤΙΚΑ ΓΕΓΟΝΟΤΑ ΤΟ ΣΗΜΕΡΙΝΟΝ ΦΥΛΛΟΝ ΠΕΡΙΕΧΕΙ ΕΙΔΗΣΕΙΣ ΤΗΣ ΠΟΛΕΩΣ ΚΑΙ ΤΟΥ ΝΟΜΟΥ ΔΡΑΜΑΣ ΜΕ ΣΧΟΛΙΑ ΚΑΙ ΑΝΑΚΟΙΝΩΣΕΙΣ ΤΩΝ ΑΡΧΩΝ ΚΑΙ ΤΩΝ ΣΥΛΛΟΓΩΝ ΤΗΣ ΠΕΡΙΟΧΗΣ ΠΡΟΣ ΕΝΗΜΕΡΩΣΙΝ ΤΩΝ ΑΝΑΓΝΩΣΤΩΝ ΚΑΙ ΤΩΝ ΚΑΤΟΙΚΩΝ ΤΩΝ ΧΩΡΙΩΝ ΚΑΙ ΤΗΣ ΠΟΛΕΩΣ ΟΠΩΣ ΚΑΘΕ ΗΜΕΡΑ ΜΕ ΤΗΝ ΕΝΗΜΕΡΩΣΗ ΤΟΥ ΚΟΙΝΟΥ ΓΙΑ ΟΛΑ ΤΑ ΣΗΜΑΝΤΙ: [105, 32, 181, 76]
- advertisement: [105, 306, 181, 326]
- advertisement: [105, 271, 181, 303]
- sourotis-ad: Πινετε μόνον ΣΟΥΡΩΤΗ: [323, 463, 396, 487]
- column-2: [105, 16, 181, 592]
- advertisement: [105, 390, 181, 407]
- ad-line: ΕΝΔΥΜΑΤΑ: [274, 430, 293, 435]
- ad-line: ΓΙΑΤΡΟΣ: [136, 306, 150, 311]
- ad-line: ΠΑΙΧΝΙΔΙΑ: [274, 342, 293, 347]
- article-body: ΤΟ ΣΗΜΕΡΙΝΟΝ ΦΥΛΛΟΝ ΠΕΡΙΕΧΕΙ ΕΙΔΗΣΕΙΣ ΤΗΣ ΠΟΛΕΩΣ ΚΑΙ ΤΟΥ ΝΟΜΟΥ ΔΡΑΜΑΣ ΜΕ ΣΧΟΛΙΑ ΚΑΙ ΑΝΑΚΟΙΝΩΣΕΙΣ ΤΩΝ ΑΡΧΩΝ ΚΑΙ ΤΩΝ ΣΥΛΛΟΓΩΝ ΤΗΣ ΠΕΡΙΟΧΗΣ ΠΡΟΣ ΕΝΗΜΕΡΩΣΙΝ ΤΩΝ ΑΝΑΓΝΩΣΤΩΝ ΚΑΙ ΤΩΝ ΚΑΤΟΙΚΩΝ ΤΩΝ ΧΩΡΙΩΝ ΚΑΙ ΤΗΣ ΠΟΛΕΩΣ ΟΠΩΣ ΚΑΘΕ ΗΜΕΡΑ ΜΕ ΤΗΝ ΕΝΗΜΕΡΩΣΗ ΤΟΥ ΚΟΙΝΟΥ ΓΙΑ ΟΛΑ ΤΑ ΣΗΜΑΝΤΙΚΑ ΓΕΓΟΝΟΤΑ ΤΟ ΣΗΜΕΡΙΝΟΝ ΦΥΛΛΟΝ ΠΕΡΙΕΧΕΙ ΕΙΔΗΣΕΙΣ ΤΗΣ ΠΟΛΕΩΣ ΚΑΙ ΤΟΥ ΝΟΜΟΥ ΔΡΑΜΑΣ ΜΕ ΣΧΟΛΙΑ ΚΑΙ ΑΝΑΚΟΙΝΩΣΕΙΣ ΤΩΝ ΑΡΧΩΝ ΚΑΙ ΤΩΝ ΣΥΛΛΟΓΩΝ ΤΗΣ ΠΕΡΙΟΧΗΣ ΠΡΟΣ ΕΝΗΜΕΡΩΣΙΝ ΤΩΝ ΑΝΑΓΝΩΣΤΩΝ ΚΑΙ ΤΩΝ ΚΑΤΟΙΚΩΝ ΤΩΝ ΧΩΡΙΩΝ ΚΑΙ ΤΗΣ ΠΟΛΕΩΣ ΟΠΩΣ ΚΑΘΕ ΗΜΕΡΑ ΜΕ ΤΗΝ ΕΝΗΜΕΡΩΣΗ ΤΟΥ ΚΟΙΝΟΥ ΓΙΑ ΟΛΑ ΤΑ ΣΗΜΑΝΤΙΚΑ ΓΕΓΟΝΟΤΑ ΤΟ ΣΗΜΕΡΙΝΟΝ ΦΥΛΛΟΝ ΠΕΡΙΕΧΕΙ ΕΙΔΗΣΕΙΣ ΤΗΣ ΠΟΛΕΩΣ ΚΑΙ ΤΟΥ ΝΟΜΟΥ ΔΡΑΜΑΣ ΜΕ ΣΧΟΛΙΑ ΚΑΙ ΑΝΑΚΟΙΝΩΣΕΙΣ ΤΩΝ ΑΡΧΩΝ ΚΑΙ ΤΩΝ ΣΥΛΛΟΓΩΝ ΤΗΣ ΠΕΡΙΟΧΗΣ ΠΡΟΣ ΕΝΗΜΕΡΩΣΙΝ ΤΩΝ ΑΝΑΓΝΩΣΤΩΝ ΚΑΙ ΤΩΝ ΚΑΤΟΙΚΩΝ ΤΩΝ ΧΩΡΙΩΝ ΚΑΙ ΤΗΣ ΠΟΛΕΩΣ ΟΠΩΣ ΚΑΘΕ ΗΜΕΡΑ ΜΕ ΤΗΝ ΕΝΗΜΕΡΩΣΗ ΤΟΥ ΚΟΙΝΟΥ ΓΙΑ ΟΛΑ ΤΑ ΣΗΜΑΝΤΙΚΑ ΓΕΓΟΝΟΤΑ ΤΟ ΣΗΜΕΡΙΝΟΝ ΦΥΛΛΟΝ ΠΕΡΙΕΧΕΙ ΕΙΔΗΣΕΙΣ ΤΗΣ ΠΟΛΕΩΣ ΚΑΙ ΤΟΥ ΝΟΜΟΥ ΔΡΑΜΑΣ ΜΕ ΣΧΟΛΙΑ ΚΑΙ ΑΝΑΚΟΙΝΩΣΕΙΣ ΤΩΝ ΑΡΧΩΝ ΚΑΙ ΤΩΝ ΣΥΛΛΟΓΩΝ ΤΗΣ ΠΕΡΙΟΧΗΣ ΠΡΟΣ ΕΝΗΜΕΡΩΣΙΝ ΤΩΝ ΑΝΑΓΝΩΣΤΩΝ ΚΑΙ ΤΩΝ ΚΑΤΟΙΚΩΝ ΤΩΝ ΧΩΡΙΩΝ ΚΑΙ ΤΗΣ ΠΟΛΕΩΣ ΟΠΩΣ ΚΑΘΕ ΗΜΕΡΑ ΜΕ ΤΗΝ ΕΝΗΜΕΡΩΣΗ ΤΟΥ ΚΟΙΝΟΥ ΓΙΑ ΟΛΑ ΤΑ ΣΗΜΑΝΤΙΚΑ ΓΕΓΟΝΟΤΑ ΤΟ ΣΗΜΕΡΙΝΟΝ ΦΥΛΛΟΝ ΠΕΡΙΕΧΕΙ ΕΙΔΗΣΕΙΣ ΤΗΣ ΠΟΛΕΩΣ ΚΑΙ ΤΟΥ ΝΟΜΟΥ ΔΡΑΜΑΣ ΜΕ ΣΧΟΛΙΑ ΚΑΙ ΑΝΑΚΟΙΝΩΣΕΙΣ ΤΩΝ ΑΡΧΩΝ ΚΑΙ ΤΩΝ ΣΥΛΛΟΓΩΝ ΤΗΣ ΠΕΡΙΟΧΗΣ ΠΡΟΣ ΕΝΗΜΕΡΩΣΙΝ ΤΩΝ ΑΝΑΓΝΩΣΤΩΝ ΚΑΙ ΤΩΝ ΚΑΤΟΙΚΩΝ ΤΩΝ ΧΩΡΙΩΝ ΚΑΙ ΤΗΣ ΠΟΛΕΩΣ ΟΠΩΣ ΚΑΘΕ ΗΜΕΡΑ ΜΕ ΤΗΝ ΕΝΗΜΕΡΩΣΗ ΤΟΥ ΚΟΙΝΟΥ ΓΙΑ ΟΛΑ ΤΑ ΣΗΜΑΝΤΙΚΑ ΓΕΓΟΝΟΤΑ: [186, 33, 242, 187]
- ad-line: Ιατρός Παθολόγος: [130, 257, 156, 262]
- ad-title: ΜΑΘΗΜΑΤΑ ΧΟΡΟΥ: [196, 292, 232, 297]
- article-headline: Η 28ΗΝ ΟΚΤΩΒΡΙΟΥ 1966 ΟΠΟΥ Ο ΠΡΟΕΔΡΟΣ ΤΗΣ ΕΛΛΗΝΙΚΗΣ ΚΥΒΕΡΝΗΣΕΩΣ ΠΡΟΣ ΑΓΡΟΥΣ ΣΥΝΕΔΡΙΑΣΙΑΣΑΝ ΔΙΑΚΟΠ ΔΡ. 30.000 ΣΤΟ ΠΡΟΓΡΑΜΜΑ ΕΡΓΑΣΤΗΡΙΟΥ ΚΑΤΕΚΙΑΣ: [325, 266, 394, 292]
- masthead-line: ΔΙΕΥΘΥΝΤΗΣ: [50, 35, 72, 40]
- article-body: ΤΟ ΣΗΜΕΡΙΝΟΝ ΦΥΛΛΟΝ ΠΕΡΙΕΧΕΙ ΕΙΔΗΣΕΙΣ ΤΗΣ ΠΟΛΕΩΣ ΚΑΙ ΤΟΥ ΝΟΜΟΥ ΔΡΑΜΑΣ ΜΕ ΣΧΟΛΙΑ ΚΑΙ ΑΝΑΚΟΙΝΩΣΕΙΣ ΤΩΝ ΑΡΧΩΝ ΚΑΙ ΤΩΝ ΣΥΛΛΟΓΩΝ ΤΗΣ ΠΕΡΙΟΧΗΣ ΠΡΟΣ ΕΝΗΜΕΡΩΣΙΝ ΤΩΝ ΑΝΑΓΝΩΣΤΩΝ ΚΑΙ ΤΩΝ ΚΑΤΟΙΚΩΝ ΤΩΝ ΧΩΡΙΩΝ ΚΑΙ ΤΗΣ ΠΟΛΕΩΣ ΟΠΩΣ ΚΑΘΕ ΗΜΕΡΑ ΜΕ ΤΗΝ ΕΝΗΜΕΡΩΣΗ ΤΟΥ ΚΟΙΝΟΥ ΓΙΑ ΟΛΑ ΤΑ ΣΗΜΑΝΤΙΚΑ ΓΕΓΟΝΟΤΑ ΤΟ ΣΗΜΕΡΙΝΟΝ ΦΥΛΛΟΝ ΠΕΡΙΕΧΕΙ ΕΙΔΗΣΕΙΣ ΤΗΣ ΠΟΛΕΩΣ ΚΑΙ ΤΟΥ ΝΟΜΟΥ ΔΡΑΜΑΣ ΜΕ ΣΧΟΛΙΑ ΚΑΙ ΑΝΑΚΟΙΝΩΣΕΙΣ ΤΩΝ ΑΡΧΩΝ ΚΑΙ ΤΩΝ ΣΥΛΛΟΓΩΝ ΤΗΣ ΠΕΡΙΟΧΗΣ ΠΡΟΣ ΕΝΗΜΕΡΩΣΙΝ ΤΩΝ ΑΝΑΓΝΩΣΤΩΝ ΚΑΙ ΤΩΝ ΚΑΤΟΙΚΩΝ ΤΩΝ Χ: [186, 382, 242, 433]
- ad-line: Γεωπονικά — Φάρμακα: [126, 380, 160, 385]
- advertisement: [247, 425, 320, 443]
- ad-line: Εξετάσεις αίματος — ούρων: [123, 338, 163, 343]
- lower-section: [247, 266, 397, 489]
